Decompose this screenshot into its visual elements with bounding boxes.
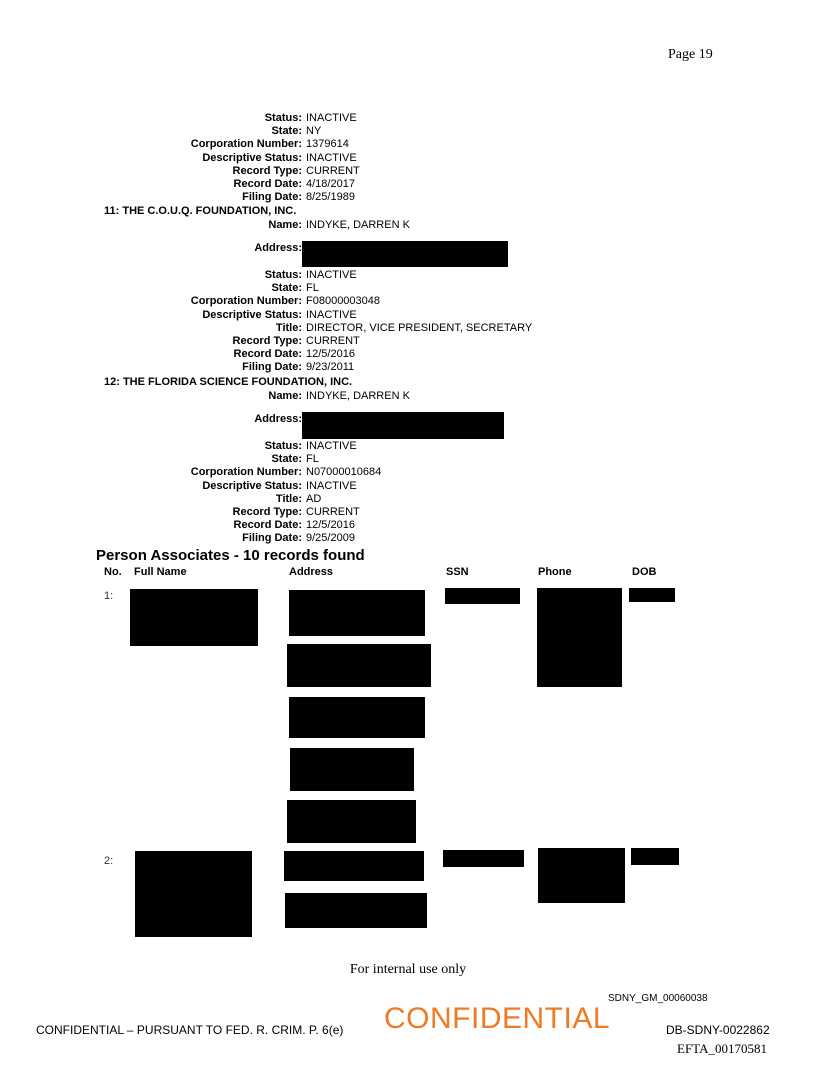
field-row: Status: INACTIVE — [264, 112, 357, 124]
field-row: Filing Date: 8/25/1989 — [242, 191, 355, 204]
record-11-fields: Status: INACTIVE State: FL Corporation Number: F08000003048 Descriptive Status: INACTIVE Title: DIRECTOR, VICE PRESIDENT, SECRETARY Record Type: CURRENT Record Date: 12/5/2016 Filing Date: 9/23/2011 — [190, 269, 533, 374]
column-header-dob: DOB — [632, 566, 657, 578]
row-number: 1: — [104, 590, 114, 602]
redaction-block — [290, 748, 414, 791]
page-number: Page 19 — [668, 47, 713, 62]
redaction-block — [284, 851, 424, 881]
record-11-address: Address: — [254, 242, 302, 254]
field-row: Descriptive Status: INACTIVE — [202, 151, 357, 164]
field-row: Record Type: CURRENT — [232, 164, 360, 177]
redaction-block — [631, 848, 679, 865]
redaction-block — [538, 848, 625, 903]
confidential-stamp: CONFIDENTIAL — [384, 1002, 611, 1035]
redaction-block — [445, 588, 520, 604]
row-number: 2: — [104, 855, 114, 867]
record-12-heading: 12: THE FLORIDA SCIENCE FOUNDATION, INC. — [104, 376, 353, 388]
efta-number: EFTA_00170581 — [677, 1041, 767, 1056]
internal-use-note: For internal use only — [349, 962, 467, 977]
redaction-block — [443, 850, 524, 867]
bates-number-right: DB-SDNY-0022862 — [666, 1023, 770, 1037]
field-row: Record Date: 4/18/2017 — [233, 177, 355, 190]
redaction-block — [287, 800, 416, 843]
field-row: State: NY — [271, 125, 322, 138]
section-title: Person Associates - 10 records found — [96, 547, 365, 564]
redaction-block — [537, 588, 622, 687]
redaction-block — [289, 590, 425, 636]
column-header-full-name: Full Name — [134, 566, 187, 578]
field-row: Corporation Number: 1379614 — [190, 138, 349, 151]
redaction-block — [287, 644, 431, 687]
record-11-heading: 11: THE C.O.U.Q. FOUNDATION, INC. — [104, 205, 297, 217]
redaction-block — [135, 851, 252, 937]
redaction-block — [302, 412, 504, 439]
redaction-block — [130, 589, 258, 646]
bates-number-top: SDNY_GM_00060038 — [608, 993, 708, 1004]
redaction-block — [289, 697, 425, 738]
column-header-ssn: SSN — [446, 566, 469, 578]
record-11-name: Name: INDYKE, DARREN K — [268, 219, 410, 231]
column-header-address: Address — [289, 566, 334, 578]
record-12-name: Name: INDYKE, DARREN K — [268, 390, 410, 402]
column-header-phone: Phone — [538, 566, 572, 578]
record-12-address: Address: — [254, 413, 302, 425]
column-header-no: No. — [104, 566, 122, 578]
redaction-block — [629, 588, 675, 602]
record-12-fields: Status: INACTIVE State: FL Corporation Number: N07000010684 Descriptive Status: INACTIVE Title: AD Record Type: CURRENT Record Date: 12/5/2016 Filing Date: 9/25/2009 — [190, 440, 382, 545]
record-continued — [0, 112, 816, 204]
redaction-block — [285, 893, 427, 928]
confidential-notice: CONFIDENTIAL – PURSUANT TO FED. R. CRIM. P. 6(e) — [36, 1023, 344, 1037]
redaction-block — [302, 241, 508, 267]
